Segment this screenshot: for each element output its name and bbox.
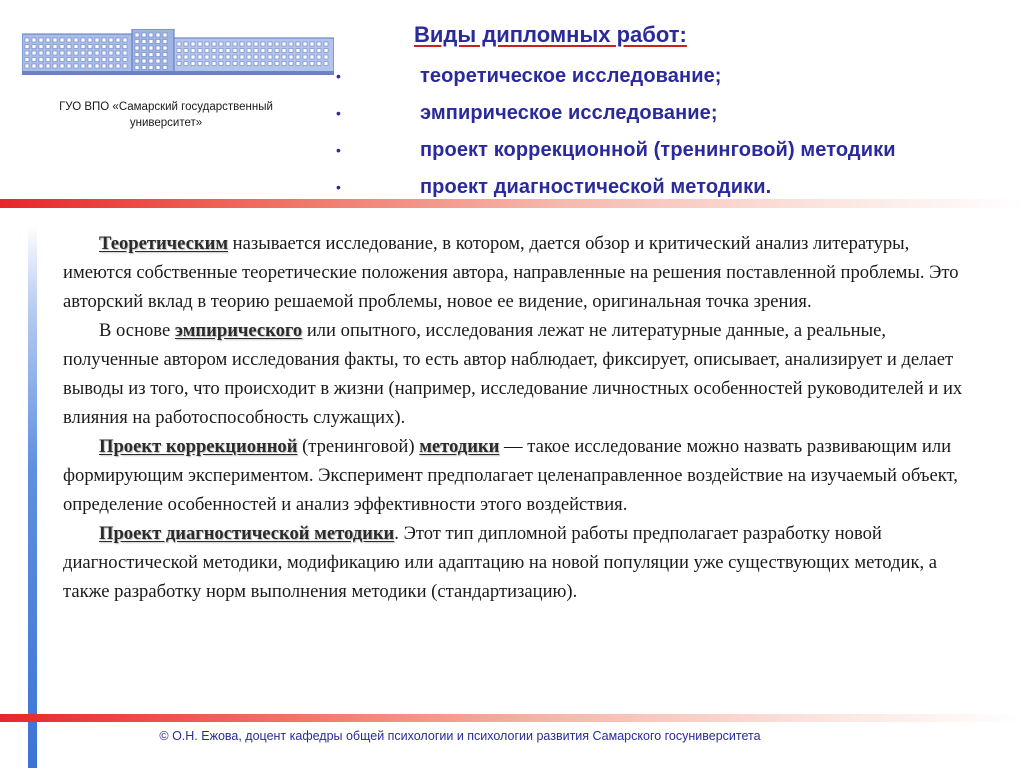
- list-item-text: эмпирическое исследование;: [420, 102, 718, 124]
- organization-name: ГУО ВПО «Самарский государственный университет»: [59, 101, 273, 129]
- list-item: [336, 60, 1024, 97]
- bullet-icon: •: [336, 105, 341, 121]
- paragraph-text: или опытного, исследования лежат не литературные данные, а реальные, полученные автором исследования факты, то есть автор наблюдает, фиксирует, описывает, анализирует и делает выводы из того, что происходит в жизни (например, исследование личностных особенностей руководителей и их влияния на работоспособность служащих).: [63, 320, 963, 428]
- list-item-text: проект коррекционной (тренинговой) методики: [420, 139, 896, 161]
- diploma-types-list: [336, 60, 1024, 208]
- list-item: [336, 134, 1024, 171]
- paragraph-theoretical: [63, 229, 981, 316]
- slide-title: Виды дипломных работ:: [414, 22, 687, 47]
- university-building-logo: [22, 29, 334, 75]
- paragraph-text: называется исследование, в котором, дается обзор и критический анализ литературы, имеются собственные теоретические положения автора, направленные на решения поставленной проблемы. Это авторский вклад в теорию решаемой проблемы, новое ее видение, оригинальная точка зрения.: [63, 233, 959, 312]
- paragraph-diagnostic: [63, 519, 981, 606]
- left-vertical-bar: [28, 225, 37, 768]
- paragraph-text: — такое исследование можно назвать развивающим или формирующим экспериментом. Эксперимент предполагает целенаправленное воздействие на изучаемый объект, определение особенностей и анализ эффективности этого воздействия.: [63, 436, 958, 515]
- term-correctional-project: Проект коррекционной: [99, 436, 298, 457]
- term-empirical: эмпирического: [174, 320, 303, 341]
- list-item-text: теоретическое исследование;: [420, 65, 722, 87]
- bullet-icon: •: [336, 68, 341, 84]
- paragraph-empirical: [63, 316, 981, 432]
- paragraph-correctional: [63, 432, 981, 519]
- list-item: [336, 97, 1024, 134]
- bullet-icon: •: [336, 142, 341, 158]
- bullet-icon: •: [336, 179, 341, 195]
- body-text: [63, 229, 981, 606]
- footer-credit: © О.Н. Ежова, доцент кафедры общей психологии и психологии развития Самарского госуниверситета: [159, 729, 761, 743]
- bottom-divider-stripe: [0, 714, 1024, 722]
- top-divider-stripe: [0, 199, 1024, 208]
- paragraph-text: В основе: [99, 320, 175, 341]
- paragraph-text: (тренинговой): [297, 436, 420, 457]
- term-theoretical: Теоретическим: [99, 233, 228, 254]
- paragraph-text: . Этот тип дипломной работы предполагает разработку новой диагностической методики, модификацию или адаптацию на новой популяции уже существующих методик, а также разработку норм выполнения методики (стандартизацию).: [63, 523, 938, 602]
- term-method: методики: [419, 436, 500, 457]
- list-item-text: проект диагностической методики.: [420, 176, 772, 198]
- term-diagnostic-project: Проект диагностической методики: [99, 523, 395, 544]
